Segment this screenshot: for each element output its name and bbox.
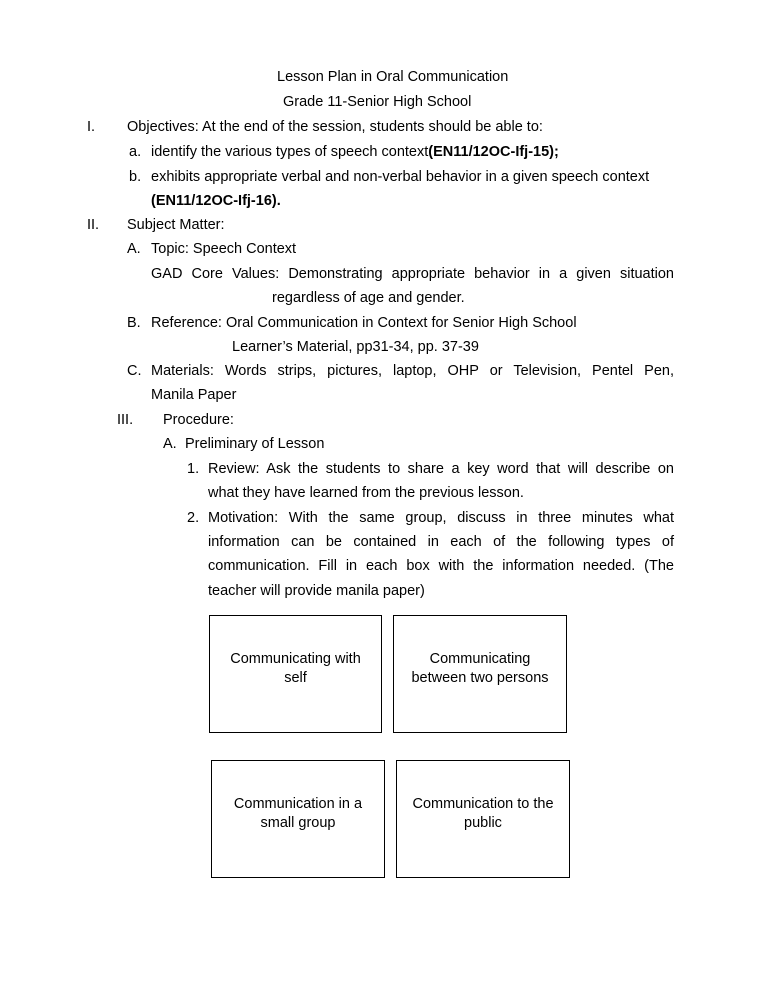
box-two-line2: between two persons [411, 670, 549, 686]
preliminary-text: Preliminary of Lesson [185, 436, 325, 452]
motivation-line2: information can be contained in each of the following types of [208, 534, 674, 550]
topic-text: Topic: Speech Context [151, 241, 297, 257]
box-communication-to-public [396, 760, 570, 878]
section-numeral-subject: II. [87, 217, 100, 233]
document-subtitle: Grade 11-Senior High School [283, 94, 472, 110]
review-line2: what they have learned from the previous lesson. [208, 485, 524, 501]
motivation-line1: Motivation: With the same group, discuss in three minutes what [208, 510, 674, 526]
review-number: 1. [187, 461, 200, 477]
motivation-line4: teacher will provide manila paper) [208, 583, 425, 599]
reference-line1: Reference: Oral Communication in Context for Senior High School [151, 315, 577, 331]
box-communication-small-group [211, 760, 385, 878]
objective-a-letter: a. [129, 144, 142, 160]
objective-b-letter: b. [129, 169, 142, 185]
box-self-line2: self [284, 670, 307, 686]
motivation-line3: communication. Fill in each box with the information needed. (The [208, 558, 674, 574]
gad-values-line1: GAD Core Values: Demonstrating appropriate behavior in a given situation [151, 266, 674, 282]
objective-a [151, 143, 559, 161]
objective-b-text: exhibits appropriate verbal and non-verbal behavior in a given speech context [151, 169, 650, 185]
reference-line2: Learner’s Material, pp31-34, pp. 37-39 [232, 339, 479, 355]
materials-letter: C. [127, 363, 142, 379]
materials-line2: Manila Paper [151, 387, 237, 403]
section-numeral-procedure: III. [117, 412, 134, 428]
box-small-line2: small group [260, 815, 336, 831]
box-two-line1: Communicating [429, 651, 531, 667]
motivation-number: 2. [187, 510, 200, 526]
procedure-heading: Procedure: [163, 412, 234, 428]
box-communicating-with-self [209, 615, 382, 733]
objective-a-code: (EN11/12OC-Ifj-15); [428, 144, 559, 160]
gad-values-line2: regardless of age and gender. [272, 290, 465, 306]
box-communicating-between-two-persons [393, 615, 567, 733]
objectives-heading: Objectives: At the end of the session, students should be able to: [127, 119, 543, 135]
section-numeral-objectives: I. [87, 119, 96, 135]
objective-a-text: identify the various types of speech context [151, 144, 429, 160]
subject-matter-heading: Subject Matter: [127, 217, 225, 233]
preliminary-letter: A. [163, 436, 177, 452]
box-self-line1: Communicating with [230, 651, 361, 667]
box-public-line1: Communication to the [412, 796, 554, 812]
box-public-line2: public [464, 815, 502, 831]
box-small-line1: Communication in a [233, 796, 363, 812]
objective-b-code: (EN11/12OC-Ifj-16). [151, 193, 281, 209]
reference-letter: B. [127, 315, 141, 331]
topic-letter: A. [127, 241, 141, 257]
review-line1: Review: Ask the students to share a key word that will describe on [208, 461, 674, 477]
document-title: Lesson Plan in Oral Communication [277, 69, 509, 85]
materials-line1: Materials: Words strips, pictures, laptop, OHP or Television, Pentel Pen, [151, 363, 674, 379]
